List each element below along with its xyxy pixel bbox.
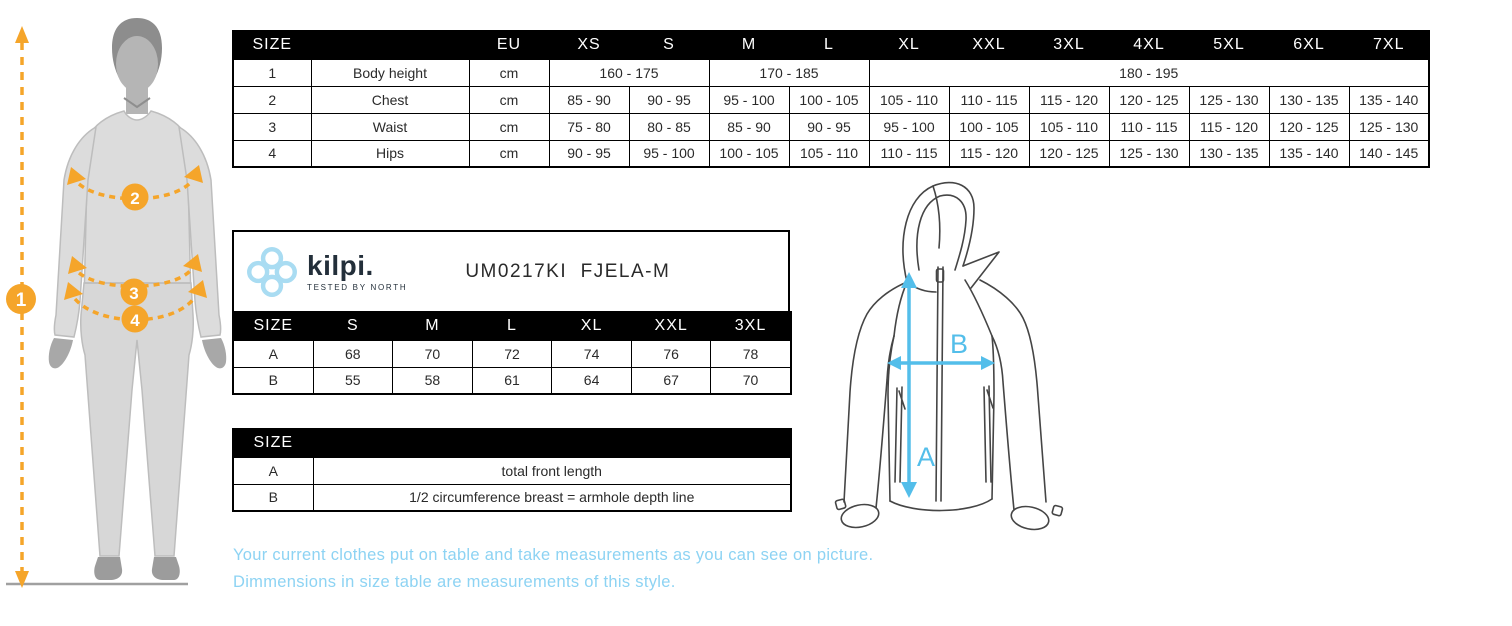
value-cell: 115 - 120	[1029, 86, 1109, 113]
kilpi-knot-icon	[246, 241, 298, 303]
row-unit: cm	[469, 59, 549, 86]
value-cell: 70	[711, 367, 791, 394]
measurement-legend-table	[232, 428, 792, 512]
jacket-diagram	[820, 170, 1080, 545]
legend-description: total front length	[313, 457, 791, 484]
legend-header-row	[233, 429, 791, 457]
row-label: Body height	[311, 59, 469, 86]
value-cell: 55	[313, 367, 393, 394]
product-info-bar	[232, 230, 790, 313]
value-cell: 61	[472, 367, 552, 394]
height-arrow-down-icon	[15, 571, 29, 588]
measure-a-arrow-up-icon	[901, 272, 917, 288]
col-header-xl: XL	[552, 312, 632, 340]
value-cell: 80 - 85	[629, 113, 709, 140]
row-unit: cm	[469, 113, 549, 140]
value-cell: 125 - 130	[1109, 140, 1189, 167]
col-header-s: S	[629, 31, 709, 59]
value-cell: 125 - 130	[1189, 86, 1269, 113]
col-header-size: SIZE	[233, 312, 313, 340]
value-cell: 67	[631, 367, 711, 394]
value-cell: 125 - 130	[1349, 113, 1429, 140]
value-cell: 160 - 175	[549, 59, 709, 86]
jacket-zipper-left-line	[936, 267, 938, 501]
product-size-table	[232, 311, 792, 395]
value-cell: 115 - 120	[949, 140, 1029, 167]
row-key: B	[233, 484, 313, 511]
marker-2-label: 2	[130, 189, 140, 208]
value-cell: 90 - 95	[629, 86, 709, 113]
main-size-table	[232, 30, 1430, 168]
row-label: Chest	[311, 86, 469, 113]
row-key: A	[233, 340, 313, 367]
kilpi-logo	[246, 241, 407, 303]
value-cell: 58	[393, 367, 473, 394]
row-key: A	[233, 457, 313, 484]
row-number: 4	[233, 140, 311, 167]
col-header-blank	[313, 429, 791, 457]
jacket-right-side	[992, 336, 994, 499]
col-header-size: SIZE	[233, 31, 311, 59]
value-cell: 105 - 110	[789, 140, 869, 167]
measurement-note	[233, 542, 873, 596]
legend-row-a	[233, 457, 791, 484]
col-header-7xl: 7XL	[1349, 31, 1429, 59]
value-cell: 100 - 105	[789, 86, 869, 113]
jacket-right-sleeve-inner	[992, 336, 1014, 510]
value-cell: 95 - 100	[709, 86, 789, 113]
kilpi-logo-text	[307, 249, 408, 292]
figure-right-foot	[152, 557, 180, 580]
value-cell: 100 - 105	[949, 113, 1029, 140]
brand-name: kilpi.	[307, 249, 374, 281]
note-line-2: Dimmensions in size table are measurements of this style.	[233, 573, 676, 591]
value-cell: 135 - 140	[1349, 86, 1429, 113]
jacket-left-cuff-tab	[835, 499, 846, 510]
value-cell: 120 - 125	[1029, 140, 1109, 167]
value-cell: 64	[552, 367, 632, 394]
value-cell: 105 - 110	[1029, 113, 1109, 140]
value-cell: 110 - 115	[1109, 113, 1189, 140]
value-cell: 95 - 100	[629, 140, 709, 167]
product-code: UM0217KI FJELA-M	[465, 260, 671, 282]
value-cell: 95 - 100	[869, 113, 949, 140]
value-cell: 180 - 195	[869, 59, 1429, 86]
col-header-size: SIZE	[233, 429, 313, 457]
jacket-left-pocket	[895, 388, 897, 482]
jacket-right-pocket	[984, 387, 986, 482]
value-cell: 90 - 95	[549, 140, 629, 167]
col-header-3xl: 3XL	[711, 312, 791, 340]
col-header-l: L	[789, 31, 869, 59]
row-number: 3	[233, 113, 311, 140]
row-unit: cm	[469, 140, 549, 167]
col-header-m: M	[709, 31, 789, 59]
col-header-5xl: 5XL	[1189, 31, 1269, 59]
col-header-eu: EU	[469, 31, 549, 59]
marker-1-label: 1	[15, 290, 27, 311]
value-cell: 100 - 105	[709, 140, 789, 167]
value-cell: 68	[313, 340, 393, 367]
jacket-hood-seam	[933, 186, 940, 248]
value-cell: 130 - 135	[1269, 86, 1349, 113]
value-cell: 85 - 90	[709, 113, 789, 140]
product-row-a	[233, 340, 791, 367]
row-number: 1	[233, 59, 311, 86]
jacket-right-cuff	[1009, 503, 1051, 532]
table-row-body-height	[233, 59, 1429, 86]
value-cell: 130 - 135	[1189, 140, 1269, 167]
col-header-l: L	[472, 312, 552, 340]
value-cell: 72	[472, 340, 552, 367]
col-header-s: S	[313, 312, 393, 340]
value-cell: 75 - 80	[549, 113, 629, 140]
jacket-hood-opening	[917, 195, 966, 270]
row-number: 2	[233, 86, 311, 113]
row-key: B	[233, 367, 313, 394]
value-cell: 74	[552, 340, 632, 367]
col-header-3xl: 3XL	[1029, 31, 1109, 59]
col-header-blank	[311, 31, 469, 59]
legend-description: 1/2 circumference breast = armhole depth line	[313, 484, 791, 511]
col-header-xxl: XXL	[631, 312, 711, 340]
human-figure-illustration	[0, 0, 230, 626]
value-cell: 110 - 115	[869, 140, 949, 167]
figure-right-hand	[202, 338, 226, 368]
row-label: Waist	[311, 113, 469, 140]
marker-3-label: 3	[129, 284, 139, 303]
figure-neck	[126, 86, 148, 114]
table-row-waist	[233, 113, 1429, 140]
jacket-left-raglan-seam	[894, 282, 907, 336]
jacket-right-cuff-tab	[1052, 505, 1063, 516]
jacket-outline	[835, 183, 1063, 533]
value-cell: 170 - 185	[709, 59, 869, 86]
height-arrow-up-icon	[15, 26, 29, 43]
jacket-collar-flap	[963, 252, 999, 288]
value-cell: 85 - 90	[549, 86, 629, 113]
col-header-m: M	[393, 312, 473, 340]
value-cell: 115 - 120	[1189, 113, 1269, 140]
legend-row-b	[233, 484, 791, 511]
value-cell: 90 - 95	[789, 113, 869, 140]
col-header-xl: XL	[869, 31, 949, 59]
measure-b-label: B	[950, 329, 969, 359]
marker-4-label: 4	[130, 311, 140, 330]
jacket-zipper-right-line	[941, 267, 943, 501]
jacket-right-raglan-seam	[965, 280, 992, 336]
figure-face	[116, 36, 158, 92]
value-cell: 120 - 125	[1109, 86, 1189, 113]
value-cell: 76	[631, 340, 711, 367]
value-cell: 70	[393, 340, 473, 367]
figure-left-hand	[49, 338, 73, 368]
table-row-chest	[233, 86, 1429, 113]
main-size-table-header-row	[233, 31, 1429, 59]
figure-left-foot	[94, 557, 122, 580]
value-cell: 140 - 145	[1349, 140, 1429, 167]
value-cell: 105 - 110	[869, 86, 949, 113]
value-cell: 78	[711, 340, 791, 367]
col-header-xs: XS	[549, 31, 629, 59]
note-line-1: Your current clothes put on table and take measurements as you can see on picture.	[233, 546, 874, 564]
value-cell: 110 - 115	[949, 86, 1029, 113]
product-table-header-row	[233, 312, 791, 340]
product-row-b	[233, 367, 791, 394]
measure-a-arrow-down-icon	[901, 482, 917, 498]
row-unit: cm	[469, 86, 549, 113]
col-header-6xl: 6XL	[1269, 31, 1349, 59]
brand-tagline: TESTED BY NORTH	[307, 282, 408, 292]
table-row-hips	[233, 140, 1429, 167]
row-label: Hips	[311, 140, 469, 167]
value-cell: 135 - 140	[1269, 140, 1349, 167]
value-cell: 120 - 125	[1269, 113, 1349, 140]
col-header-xxl: XXL	[949, 31, 1029, 59]
col-header-4xl: 4XL	[1109, 31, 1189, 59]
measure-a-label: A	[917, 442, 936, 472]
